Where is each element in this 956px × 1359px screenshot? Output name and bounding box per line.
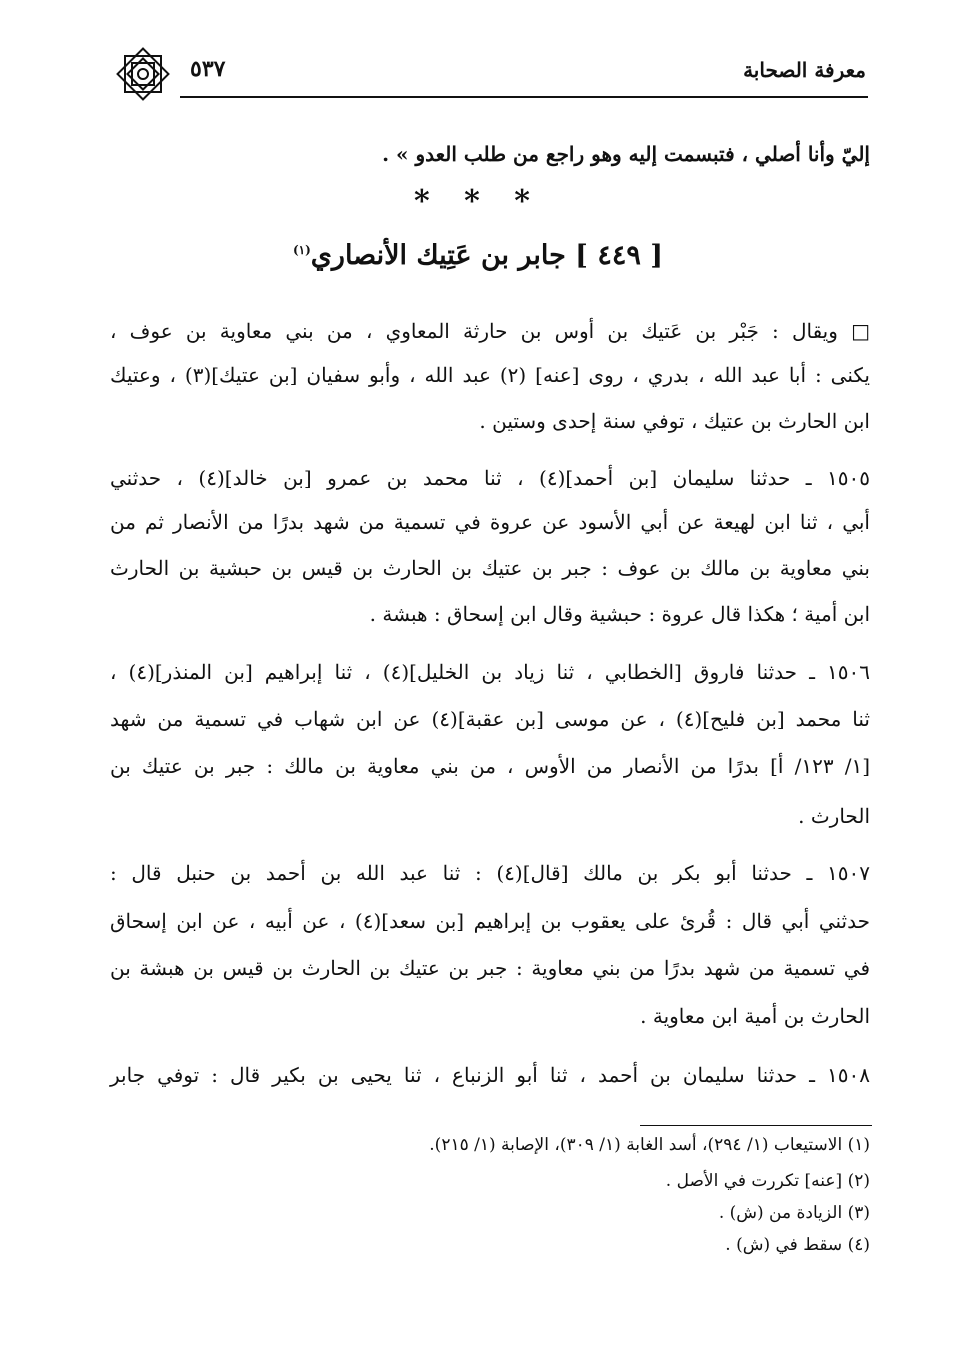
- text-line: حدثني أبي قال : قُرئ على يعقوب بن إبراهيم [بن سعد](٤) ، عن أبيه ، عن ابن إسحاق: [110, 909, 870, 933]
- book-title: معرفة الصحابة: [743, 58, 866, 82]
- text-line: ابن أمية ؛ هكذا قال عروة : حبشية وقال ابن إسحاق : هبشة .: [369, 602, 870, 626]
- text-line: [١/ ١٢٣/ أ] بدرًا من الأنصار من الأوس ، من بني معاوية بن مالك : جبر بن عتيك بن: [110, 754, 870, 778]
- section-heading-note-ref: (١): [292, 243, 311, 257]
- footnote: (٢) [عنه] تكررت في الأصل .: [665, 1171, 870, 1191]
- text-line: ثنا محمد [بن فليح](٤) ، عن موسى [بن عقبة](٤) عن ابن شهاب في تسمية من شهد: [110, 707, 871, 731]
- text-line: ١٥٠٧ ـ حدثنا أبو بكر بن مالك [قال](٤) : ثنا عبد الله بن أحمد بن حنبل قال :: [110, 861, 870, 885]
- text-line: ١٥٠٦ ـ حدثنا فاروق [الخطابي ، ثنا زياد بن الخليل](٤) ، ثنا إبراهيم [بن المنذر](٤) ،: [110, 660, 870, 684]
- text-line: الحارث بن أمية ابن معاوية .: [640, 1004, 870, 1028]
- text-line: الحارث .: [798, 804, 870, 828]
- octagram-ornament-icon: [112, 43, 174, 105]
- text-line: ابن الحارث بن عتيك ، توفي سنة إحدى وستين .: [479, 409, 870, 433]
- page-number: ٥٣٧: [190, 56, 226, 82]
- footnote: (١) الاستيعاب (١/ ٢٩٤)، أسد الغابة (١/ ٣٠٩)، الإصابة (١/ ٢١٥).: [429, 1135, 870, 1155]
- text-line: □ ويقال : جَبْر بن عَتيك بن أوس بن حارثة المعاوي ، من بني معاوية بن عوف ،: [110, 319, 870, 343]
- text-line: أبي ، ثنا ابن لهيعة عن أبي الأسود عن عروة في تسمية من شهد بدرًا من الأنصار ثم من: [110, 510, 870, 534]
- text-line: يكنى : أبا عبد الله ، بدري ، روى [عنه] (٢) عبد الله ، وأبو سفيان [بن عتيك](٣) ، وعتيك: [110, 363, 870, 387]
- text-line: في تسمية من شهد بدرًا من بني معاوية : جبر بن عتيك بن الحارث بن قيس بن هبشة بن: [110, 956, 870, 980]
- section-heading: [0, 240, 956, 271]
- section-heading-text: [ ٤٤٩ ] جابر بن عَتِيك الأنصاري: [310, 240, 664, 271]
- footnote: (٣) الزيادة من (ش) .: [718, 1203, 870, 1223]
- footnote: (٤) سقط في (ش) .: [725, 1235, 870, 1255]
- text-line: ١٥٠٨ ـ حدثنا سليمان بن أحمد ، ثنا أبو الزنباع ، ثنا يحيى بن بكير قال : توفي جابر: [110, 1063, 870, 1087]
- section-separator-stars: * * *: [414, 184, 542, 219]
- header-rule: [180, 96, 868, 98]
- text-line-continuation: إليّ وأنا أصلي ، فتبسمت إليه وهو راجع من طلب العدو » .: [382, 142, 870, 166]
- footnote-rule: [640, 1125, 872, 1126]
- text-line: ١٥٠٥ ـ حدثنا سليمان [بن أحمد](٤) ، ثنا محمد بن عمرو [بن خالد](٤) ، حدثني: [110, 466, 871, 490]
- text-line: بني معاوية بن مالك بن عوف : جبر بن عتيك بن الحارث بن قيس بن حبشية بن الحارث: [110, 556, 870, 580]
